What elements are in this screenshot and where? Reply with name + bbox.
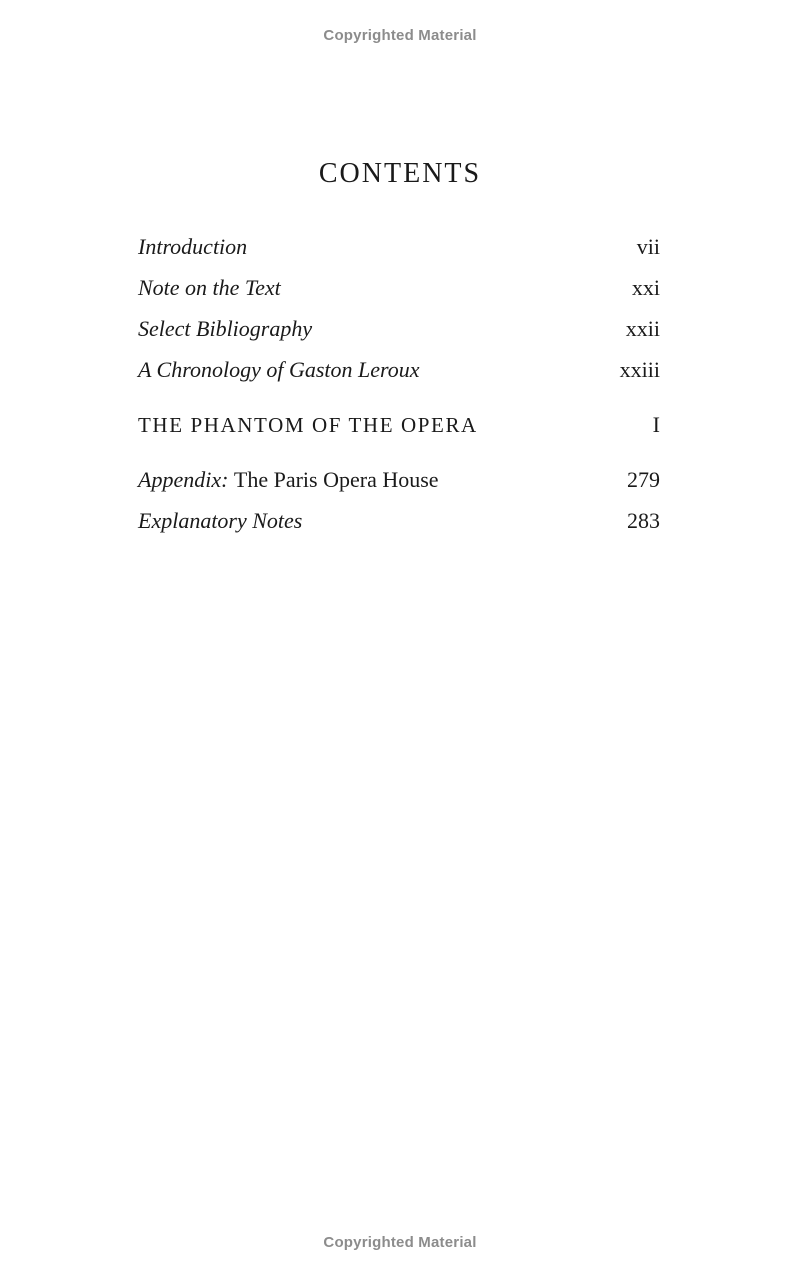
toc-entry-page: xxi: [631, 275, 660, 300]
toc-entry-title: Introduction: [138, 234, 248, 259]
toc-entry-select-bibliography[interactable]: [138, 309, 660, 350]
toc-entry-main-text[interactable]: [138, 405, 660, 446]
toc-entry-title: THE PHANTOM OF THE OPERA: [138, 413, 478, 437]
toc-entry-title: [138, 460, 439, 500]
toc-entry-explanatory-notes[interactable]: [138, 501, 660, 542]
toc-entry-page: xxii: [625, 316, 660, 341]
page-title: CONTENTS: [318, 158, 482, 189]
toc-entry-page: 279: [627, 467, 660, 492]
toc-entry-page: 283: [627, 508, 660, 533]
toc-entry-page: I: [652, 412, 660, 437]
copyright-watermark-top: Copyrighted Material: [323, 27, 477, 44]
toc-entry-title: Explanatory Notes: [138, 508, 303, 533]
toc-entry-introduction[interactable]: [138, 227, 660, 268]
copyright-watermark-bottom: Copyrighted Material: [323, 1234, 477, 1251]
toc-entry-title: A Chronology of Gaston Leroux: [138, 357, 420, 382]
toc-entry-title: Select Bibliography: [138, 316, 313, 341]
toc-entry-title: Note on the Text: [138, 275, 281, 300]
toc-entry-page: xxiii: [619, 357, 660, 382]
table-of-contents: [138, 227, 660, 542]
toc-entry-chronology[interactable]: [138, 350, 660, 391]
appendix-title: The Paris Opera House: [233, 467, 439, 492]
toc-entry-appendix[interactable]: [138, 460, 660, 501]
toc-entry-note-on-text[interactable]: [138, 268, 660, 309]
toc-entry-page: vii: [636, 234, 660, 259]
appendix-label: Appendix:: [138, 467, 229, 492]
